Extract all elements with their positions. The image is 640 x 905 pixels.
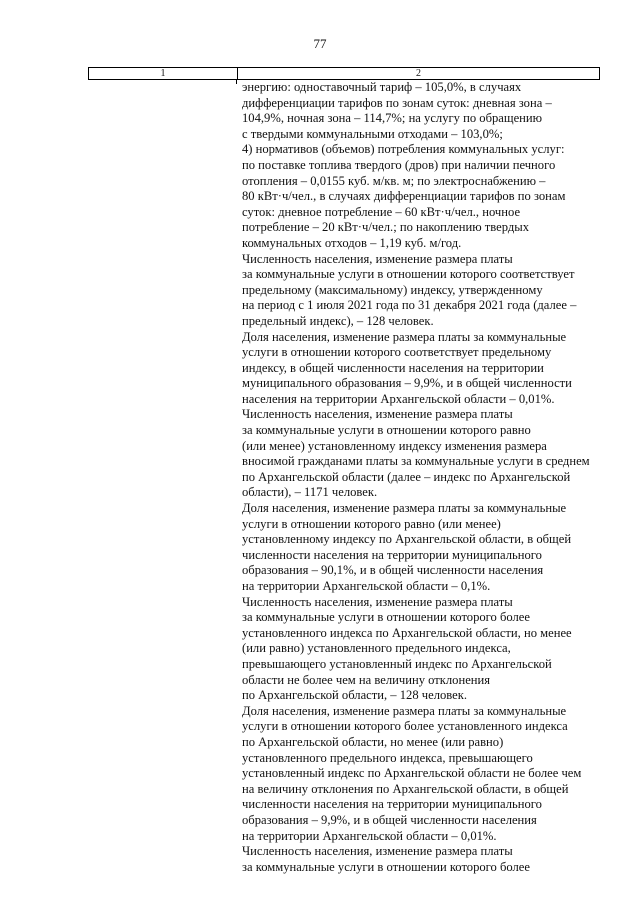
text-line: 80 кВт·ч/чел., в случаях дифференциации тарифов по зонам [242,189,566,204]
text-line: по Архангельской области, но менее (или равно) [242,734,504,749]
text-line: на период с 1 июля 2021 года по 31 декабря 2021 года (далее – [242,298,577,313]
text-line: за коммунальные услуги в отношении которого более [242,610,530,625]
text-line: с твердыми коммунальными отходами – 103,0%; [242,126,503,141]
text-line: отопления – 0,0155 куб. м/кв. м; по электроснабжению – [242,173,546,188]
text-line: потребление – 20 кВт·ч/чел.; по накоплению твердых [242,220,530,235]
text-line: за коммунальные услуги в отношении которого равно [242,423,531,438]
column-divider [236,80,237,84]
page-number: 77 [313,36,327,51]
text-line: муниципального образования – 9,9%, и в общей численности [242,376,572,391]
document-body [242,80,602,875]
text-line: Доля населения, изменение размера платы за коммунальные [242,501,567,516]
text-line: дифференциации тарифов по зонам суток: дневная зона – [242,95,552,110]
text-line: (или равно) установленного предельного индекса, [242,641,511,656]
text-line: суток: дневное потребление – 60 кВт·ч/чел., ночное [242,204,521,219]
text-line: (или менее) установленному индексу изменения размера [242,438,547,453]
text-line: Численность населения, изменение размера платы [242,251,513,266]
table-header-col-1: 1 [89,68,238,79]
text-line: на территории Архангельской области – 0,01%. [242,828,497,843]
text-line: услуги в отношении которого более установленного индекса [242,719,568,734]
text-line: за коммунальные услуги в отношении которого соответствует [242,267,575,282]
text-line: установленному индексу по Архангельской области, в общей [242,532,572,547]
text-line: численности населения на территории муниципального [242,547,542,562]
text-line: Доля населения, изменение размера платы за коммунальные [242,329,567,344]
text-line: за коммунальные услуги в отношении которого более [242,859,530,874]
text-line: 4) нормативов (объемов) потребления коммунальных услуг: [242,142,565,157]
text-line: вносимой гражданами платы за коммунальные услуги в среднем [242,454,590,469]
text-line: установленного индекса по Архангельской области, но менее [242,625,572,640]
text-line: установленный индекс по Архангельской области не более чем [242,766,582,781]
text-line: превышающего установленный индекс по Архангельской [242,656,552,671]
text-line: энергию: одноставочный тариф – 105,0%, в случаях [242,80,522,94]
text-line: предельный индекс), – 128 человек. [242,313,434,328]
text-line: численности населения на территории муниципального [242,797,542,812]
text-line: на величину отклонения по Архангельской области, в общей [242,781,569,796]
text-line: услуги в отношении которого равно (или менее) [242,516,501,531]
text-line: Численность населения, изменение размера платы [242,844,513,859]
text-line: образования – 9,9%, и в общей численности населения [242,812,537,827]
text-line: установленного предельного индекса, превышающего [242,750,533,765]
text-line: по Архангельской области (далее – индекс по Архангельской [242,469,571,484]
text-line: индексу, в общей численности населения на территории [242,360,544,375]
text-line: 104,9%, ночная зона – 114,7%; на услугу по обращению [242,111,543,126]
table-header-col-2: 2 [416,68,421,79]
text-line: по Архангельской области, – 128 человек. [242,688,468,703]
text-line: на территории Архангельской области – 0,1%. [242,579,491,593]
table-header [88,67,600,80]
text-line: Численность населения, изменение размера платы [242,594,513,609]
text-line: населения на территории Архангельской области – 0,01%. [242,391,555,406]
text-line: Численность населения, изменение размера платы [242,407,513,422]
text-line: предельному (максимальному) индексу, утвержденному [242,282,543,297]
text-line: коммунальных отходов – 1,19 куб. м/год. [242,235,462,250]
text-line: области), – 1171 человек. [242,485,378,500]
text-line: услуги в отношении которого соответствует предельному [242,345,552,360]
text-line: Доля населения, изменение размера платы за коммунальные [242,703,567,718]
text-line: области не более чем на величину отклонения [242,672,491,687]
text-line: образования – 90,1%, и в общей численности населения [242,563,544,578]
text-line: по поставке топлива твердого (дров) при наличии печного [242,157,556,172]
